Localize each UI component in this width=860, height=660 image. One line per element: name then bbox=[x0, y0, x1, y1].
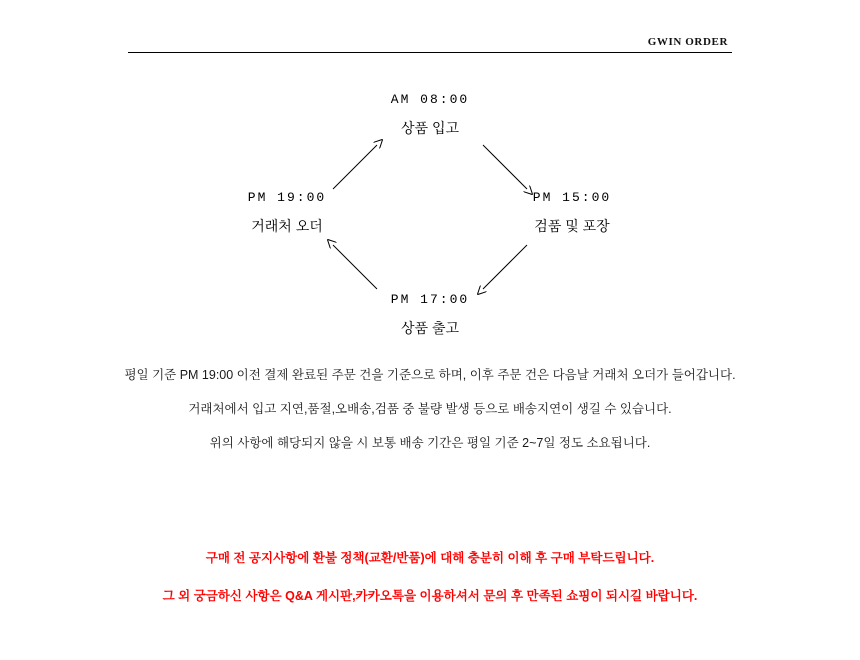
cycle-node-order bbox=[187, 190, 387, 236]
note-line: 평일 기준 PM 19:00 이전 결제 완료된 주문 건을 기준으로 하며, 이후 주문 건은 다음날 거래처 오더가 들어갑니다. bbox=[124, 368, 736, 382]
shipping-notes bbox=[0, 365, 860, 467]
cycle-node-label: 상품 출고 bbox=[401, 320, 459, 336]
cycle-node-time: PM 17:00 bbox=[390, 292, 470, 307]
cycle-node-label: 검품 및 포장 bbox=[534, 218, 610, 234]
arrow-top-to-right bbox=[483, 145, 527, 189]
arrow-left-to-top bbox=[333, 145, 377, 189]
arrow-bottom-to-left bbox=[333, 245, 377, 289]
cycle-node-label: 거래처 오더 bbox=[251, 218, 323, 234]
cycle-node-inbound bbox=[330, 92, 530, 138]
arrow-right-to-bottom bbox=[483, 245, 527, 289]
page-title: GWIN ORDER bbox=[647, 36, 728, 48]
note-line: 거래처에서 입고 지연,품절,오배송,검품 중 불량 발생 등으로 배송지연이 생길 수 있습니다. bbox=[188, 402, 672, 416]
cycle-node-inspection bbox=[472, 190, 672, 236]
cycle-node-time: AM 08:00 bbox=[390, 92, 470, 107]
notice-line: 구매 전 공지사항에 환불 정책(교환/반품)에 대해 충분히 이해 후 구매 부탁드립니다. bbox=[205, 551, 655, 565]
order-cycle-diagram bbox=[0, 60, 860, 360]
header-divider bbox=[128, 52, 732, 53]
refund-notice bbox=[0, 548, 860, 624]
notice-line: 그 외 궁금하신 사항은 Q&A 게시판,카카오톡을 이용하셔서 문의 후 만족된 쇼핑이 되시길 바랍니다. bbox=[162, 589, 698, 603]
note-line: 위의 사항에 해당되지 않을 시 보통 배송 기간은 평일 기준 2~7일 정도 소요됩니다. bbox=[209, 436, 651, 450]
page-header bbox=[0, 0, 860, 60]
cycle-node-label: 상품 입고 bbox=[401, 120, 459, 136]
cycle-node-time: PM 19:00 bbox=[247, 190, 327, 205]
cycle-node-outbound bbox=[330, 292, 530, 338]
cycle-node-time: PM 15:00 bbox=[532, 190, 612, 205]
